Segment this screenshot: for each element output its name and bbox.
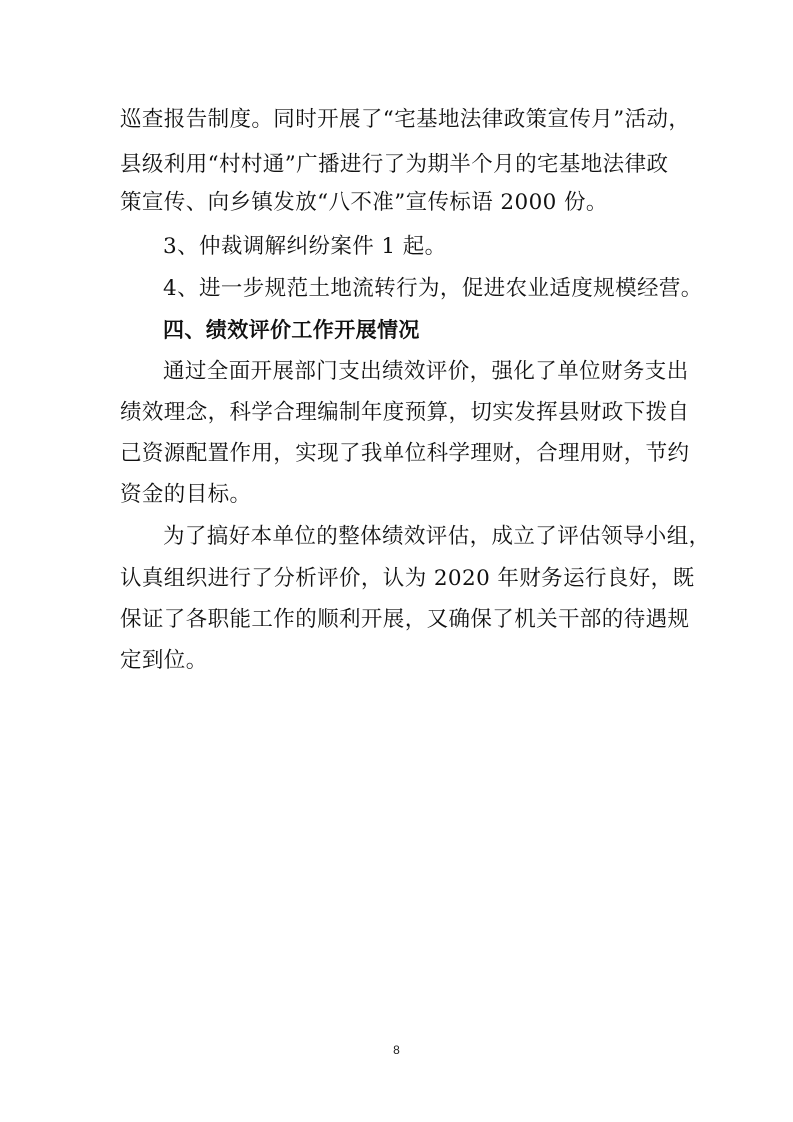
page-number: 8 [393, 1043, 400, 1057]
body-text-line: 绩效理念，科学合理编制年度预算，切实发挥县财政下拨自 [120, 400, 690, 425]
section-heading: 四、绩效评价工作开展情况 [163, 318, 420, 342]
body-text-line: 己资源配置作用，实现了我单位科学理财，合理用财，节约 [120, 441, 690, 466]
body-text-line: 策宣传、向乡镇发放“八不准”宣传标语 2000 份。 [120, 190, 608, 215]
body-text-line: 保证了各职能工作的顺利开展，又确保了机关干部的待遇规 [120, 607, 690, 632]
paragraph-first-line: 为了搞好本单位的整体绩效评估，成立了评估领导小组， [163, 524, 711, 549]
body-text-line: 资金的目标。 [120, 482, 252, 507]
body-text-line: 巡查报告制度。同时开展了“宅基地法律政策宣传月”活动， [120, 107, 691, 132]
paragraph-first-line: 通过全面开展部门支出绩效评价，强化了单位财务支出 [163, 359, 689, 384]
list-item: 3、仲裁调解纠纷案件 1 起。 [163, 234, 447, 259]
list-item: 4、进一步规范土地流转行为，促进农业适度规模经营。 [163, 276, 703, 301]
body-text-line: 认真组织进行了分析评价，认为 2020 年财务运行良好，既 [120, 566, 695, 591]
body-text-line: 定到位。 [120, 648, 208, 673]
body-text-line: 县级利用“村村通”广播进行了为期半个月的宅基地法律政 [120, 152, 669, 177]
